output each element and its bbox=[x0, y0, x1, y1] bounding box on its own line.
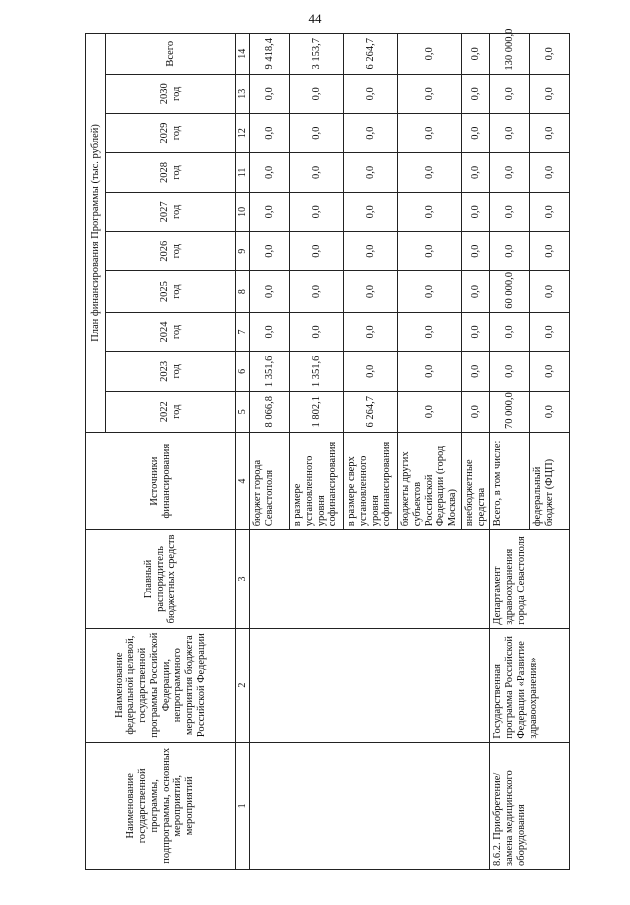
value-cell: 0,0 bbox=[530, 352, 570, 391]
value-cell: 70 000,0 bbox=[490, 391, 530, 432]
header-year: 2029 год bbox=[106, 113, 236, 152]
value-cell: 0,0 bbox=[398, 232, 462, 271]
value-cell: 0,0 bbox=[530, 113, 570, 152]
value-cell: 0,0 bbox=[490, 232, 530, 271]
value-cell: 0,0 bbox=[290, 153, 344, 192]
table-row bbox=[250, 34, 290, 870]
value-cell: 0,0 bbox=[398, 153, 462, 192]
value-cell: 0,0 bbox=[461, 312, 490, 351]
value-cell: 0,0 bbox=[530, 153, 570, 192]
column-number: 8 bbox=[236, 271, 250, 312]
column-number: 11 bbox=[236, 153, 250, 192]
value-cell: 0,0 bbox=[344, 153, 398, 192]
value-cell: 0,0 bbox=[290, 232, 344, 271]
page-number: 44 bbox=[308, 11, 322, 26]
header-year: 2022 год bbox=[106, 391, 236, 432]
value-cell: 0,0 bbox=[250, 74, 290, 113]
value-cell: 6 264,7 bbox=[344, 391, 398, 432]
header-year: 2023 год bbox=[106, 352, 236, 391]
value-cell: 0,0 bbox=[398, 352, 462, 391]
value-cell: 0,0 bbox=[250, 312, 290, 351]
column-number: 12 bbox=[236, 113, 250, 152]
funding-source-cell: бюджет города Севастополя bbox=[250, 432, 290, 529]
value-cell: 0,0 bbox=[290, 271, 344, 312]
column-number: 5 bbox=[236, 391, 250, 432]
value-cell: 0,0 bbox=[530, 271, 570, 312]
empty-cell bbox=[250, 628, 490, 742]
value-cell: 0,0 bbox=[461, 271, 490, 312]
header-funding-source: Источники финансирования bbox=[86, 432, 236, 529]
column-number: 14 bbox=[236, 34, 250, 75]
financing-table bbox=[85, 28, 570, 870]
value-cell: 0,0 bbox=[461, 153, 490, 192]
funding-source-cell: внебюджетные средства bbox=[461, 432, 490, 529]
value-cell: 0,0 bbox=[398, 74, 462, 113]
value-cell: 0,0 bbox=[461, 232, 490, 271]
value-cell: 0,0 bbox=[530, 312, 570, 351]
value-cell: 0,0 bbox=[344, 271, 398, 312]
column-number: 6 bbox=[236, 352, 250, 391]
column-number-row bbox=[236, 34, 250, 870]
value-cell: 0,0 bbox=[398, 391, 462, 432]
empty-cell bbox=[250, 530, 490, 628]
value-cell: 0,0 bbox=[398, 192, 462, 231]
value-cell: 0,0 bbox=[250, 153, 290, 192]
column-number: 10 bbox=[236, 192, 250, 231]
value-cell: 0,0 bbox=[344, 232, 398, 271]
value-cell: 0,0 bbox=[461, 352, 490, 391]
total-cell: 3 153,7 bbox=[290, 34, 344, 75]
value-cell: 0,0 bbox=[490, 153, 530, 192]
value-cell: 0,0 bbox=[250, 192, 290, 231]
header-total: Всего bbox=[106, 34, 236, 75]
empty-cell bbox=[250, 742, 490, 869]
value-cell: 0,0 bbox=[461, 192, 490, 231]
header-budget-manager: Главный распорядитель бюджетных средств bbox=[86, 530, 236, 628]
value-cell: 0,0 bbox=[250, 113, 290, 152]
budget-manager-cell: Департамент здравоохранения города Севастополя bbox=[490, 530, 570, 628]
funding-source-cell: федеральный бюджет (ФЦП) bbox=[530, 432, 570, 529]
column-number: 1 bbox=[236, 742, 250, 869]
header-year: 2025 год bbox=[106, 271, 236, 312]
measure-name-cell: 8.6.2. Приобретение/ замена медицинского оборудования bbox=[490, 742, 570, 869]
value-cell: 0,0 bbox=[344, 352, 398, 391]
value-cell: 0,0 bbox=[290, 74, 344, 113]
value-cell: 1 351,6 bbox=[290, 352, 344, 391]
column-number: 7 bbox=[236, 312, 250, 351]
column-number: 9 bbox=[236, 232, 250, 271]
value-cell: 0,0 bbox=[490, 192, 530, 231]
value-cell: 60 000,0 bbox=[490, 271, 530, 312]
header-year: 2027 год bbox=[106, 192, 236, 231]
value-cell: 0,0 bbox=[250, 271, 290, 312]
value-cell: 0,0 bbox=[290, 192, 344, 231]
table-row bbox=[490, 34, 530, 870]
header-year: 2030 год bbox=[106, 74, 236, 113]
header-year: 2024 год bbox=[106, 312, 236, 351]
column-number: 2 bbox=[236, 628, 250, 742]
value-cell: 0,0 bbox=[461, 74, 490, 113]
header-year: 2026 год bbox=[106, 232, 236, 271]
header-financing-plan: План финансирования Программы (тыс. рублей) bbox=[86, 34, 106, 433]
value-cell: 0,0 bbox=[530, 391, 570, 432]
value-cell: 0,0 bbox=[344, 312, 398, 351]
value-cell: 1 351,6 bbox=[250, 352, 290, 391]
total-cell: 9 418,4 bbox=[250, 34, 290, 75]
funding-source-cell: Всего, в том числе: bbox=[490, 432, 530, 529]
value-cell: 0,0 bbox=[530, 74, 570, 113]
value-cell: 0,0 bbox=[344, 74, 398, 113]
funding-source-cell: бюджеты других субъектов Российской Федерации (город Москва) bbox=[398, 432, 462, 529]
value-cell: 0,0 bbox=[398, 312, 462, 351]
value-cell: 0,0 bbox=[344, 192, 398, 231]
value-cell: 0,0 bbox=[490, 352, 530, 391]
value-cell: 0,0 bbox=[398, 271, 462, 312]
rotated-table-container bbox=[85, 28, 562, 870]
value-cell: 1 802,1 bbox=[290, 391, 344, 432]
value-cell: 0,0 bbox=[398, 113, 462, 152]
value-cell: 0,0 bbox=[344, 113, 398, 152]
value-cell: 0,0 bbox=[490, 74, 530, 113]
value-cell: 0,0 bbox=[461, 113, 490, 152]
funding-source-cell: в размере сверх установленного уровня софинансирования bbox=[344, 432, 398, 529]
header-year: 2028 год bbox=[106, 153, 236, 192]
total-cell: 0,0 bbox=[530, 34, 570, 75]
federal-program-cell: Государственная программа Российской Федерации «Развитие здравоохранения» bbox=[490, 628, 570, 742]
total-cell: 6 264,7 bbox=[344, 34, 398, 75]
column-number: 4 bbox=[236, 432, 250, 529]
header-program-name: Наименование государственной программы, подпрограммы, основных мероприятий, мероприятий bbox=[86, 742, 236, 869]
value-cell: 0,0 bbox=[490, 312, 530, 351]
column-number: 13 bbox=[236, 74, 250, 113]
column-number: 3 bbox=[236, 530, 250, 628]
value-cell: 0,0 bbox=[530, 192, 570, 231]
value-cell: 0,0 bbox=[290, 113, 344, 152]
value-cell: 0,0 bbox=[250, 232, 290, 271]
value-cell: 0,0 bbox=[461, 391, 490, 432]
value-cell: 0,0 bbox=[490, 113, 530, 152]
value-cell: 0,0 bbox=[530, 232, 570, 271]
total-cell: 0,0 bbox=[398, 34, 462, 75]
header-federal-program: Наименование федеральной целевой, государственной программы Российской Федерации, непрограммного мероприятия бюджета Российской Федерации bbox=[86, 628, 236, 742]
funding-source-cell: в размере установленного уровня софинансирования bbox=[290, 432, 344, 529]
total-cell: 130 000,0 bbox=[490, 34, 530, 75]
value-cell: 0,0 bbox=[290, 312, 344, 351]
total-cell: 0,0 bbox=[461, 34, 490, 75]
value-cell: 8 066,8 bbox=[250, 391, 290, 432]
